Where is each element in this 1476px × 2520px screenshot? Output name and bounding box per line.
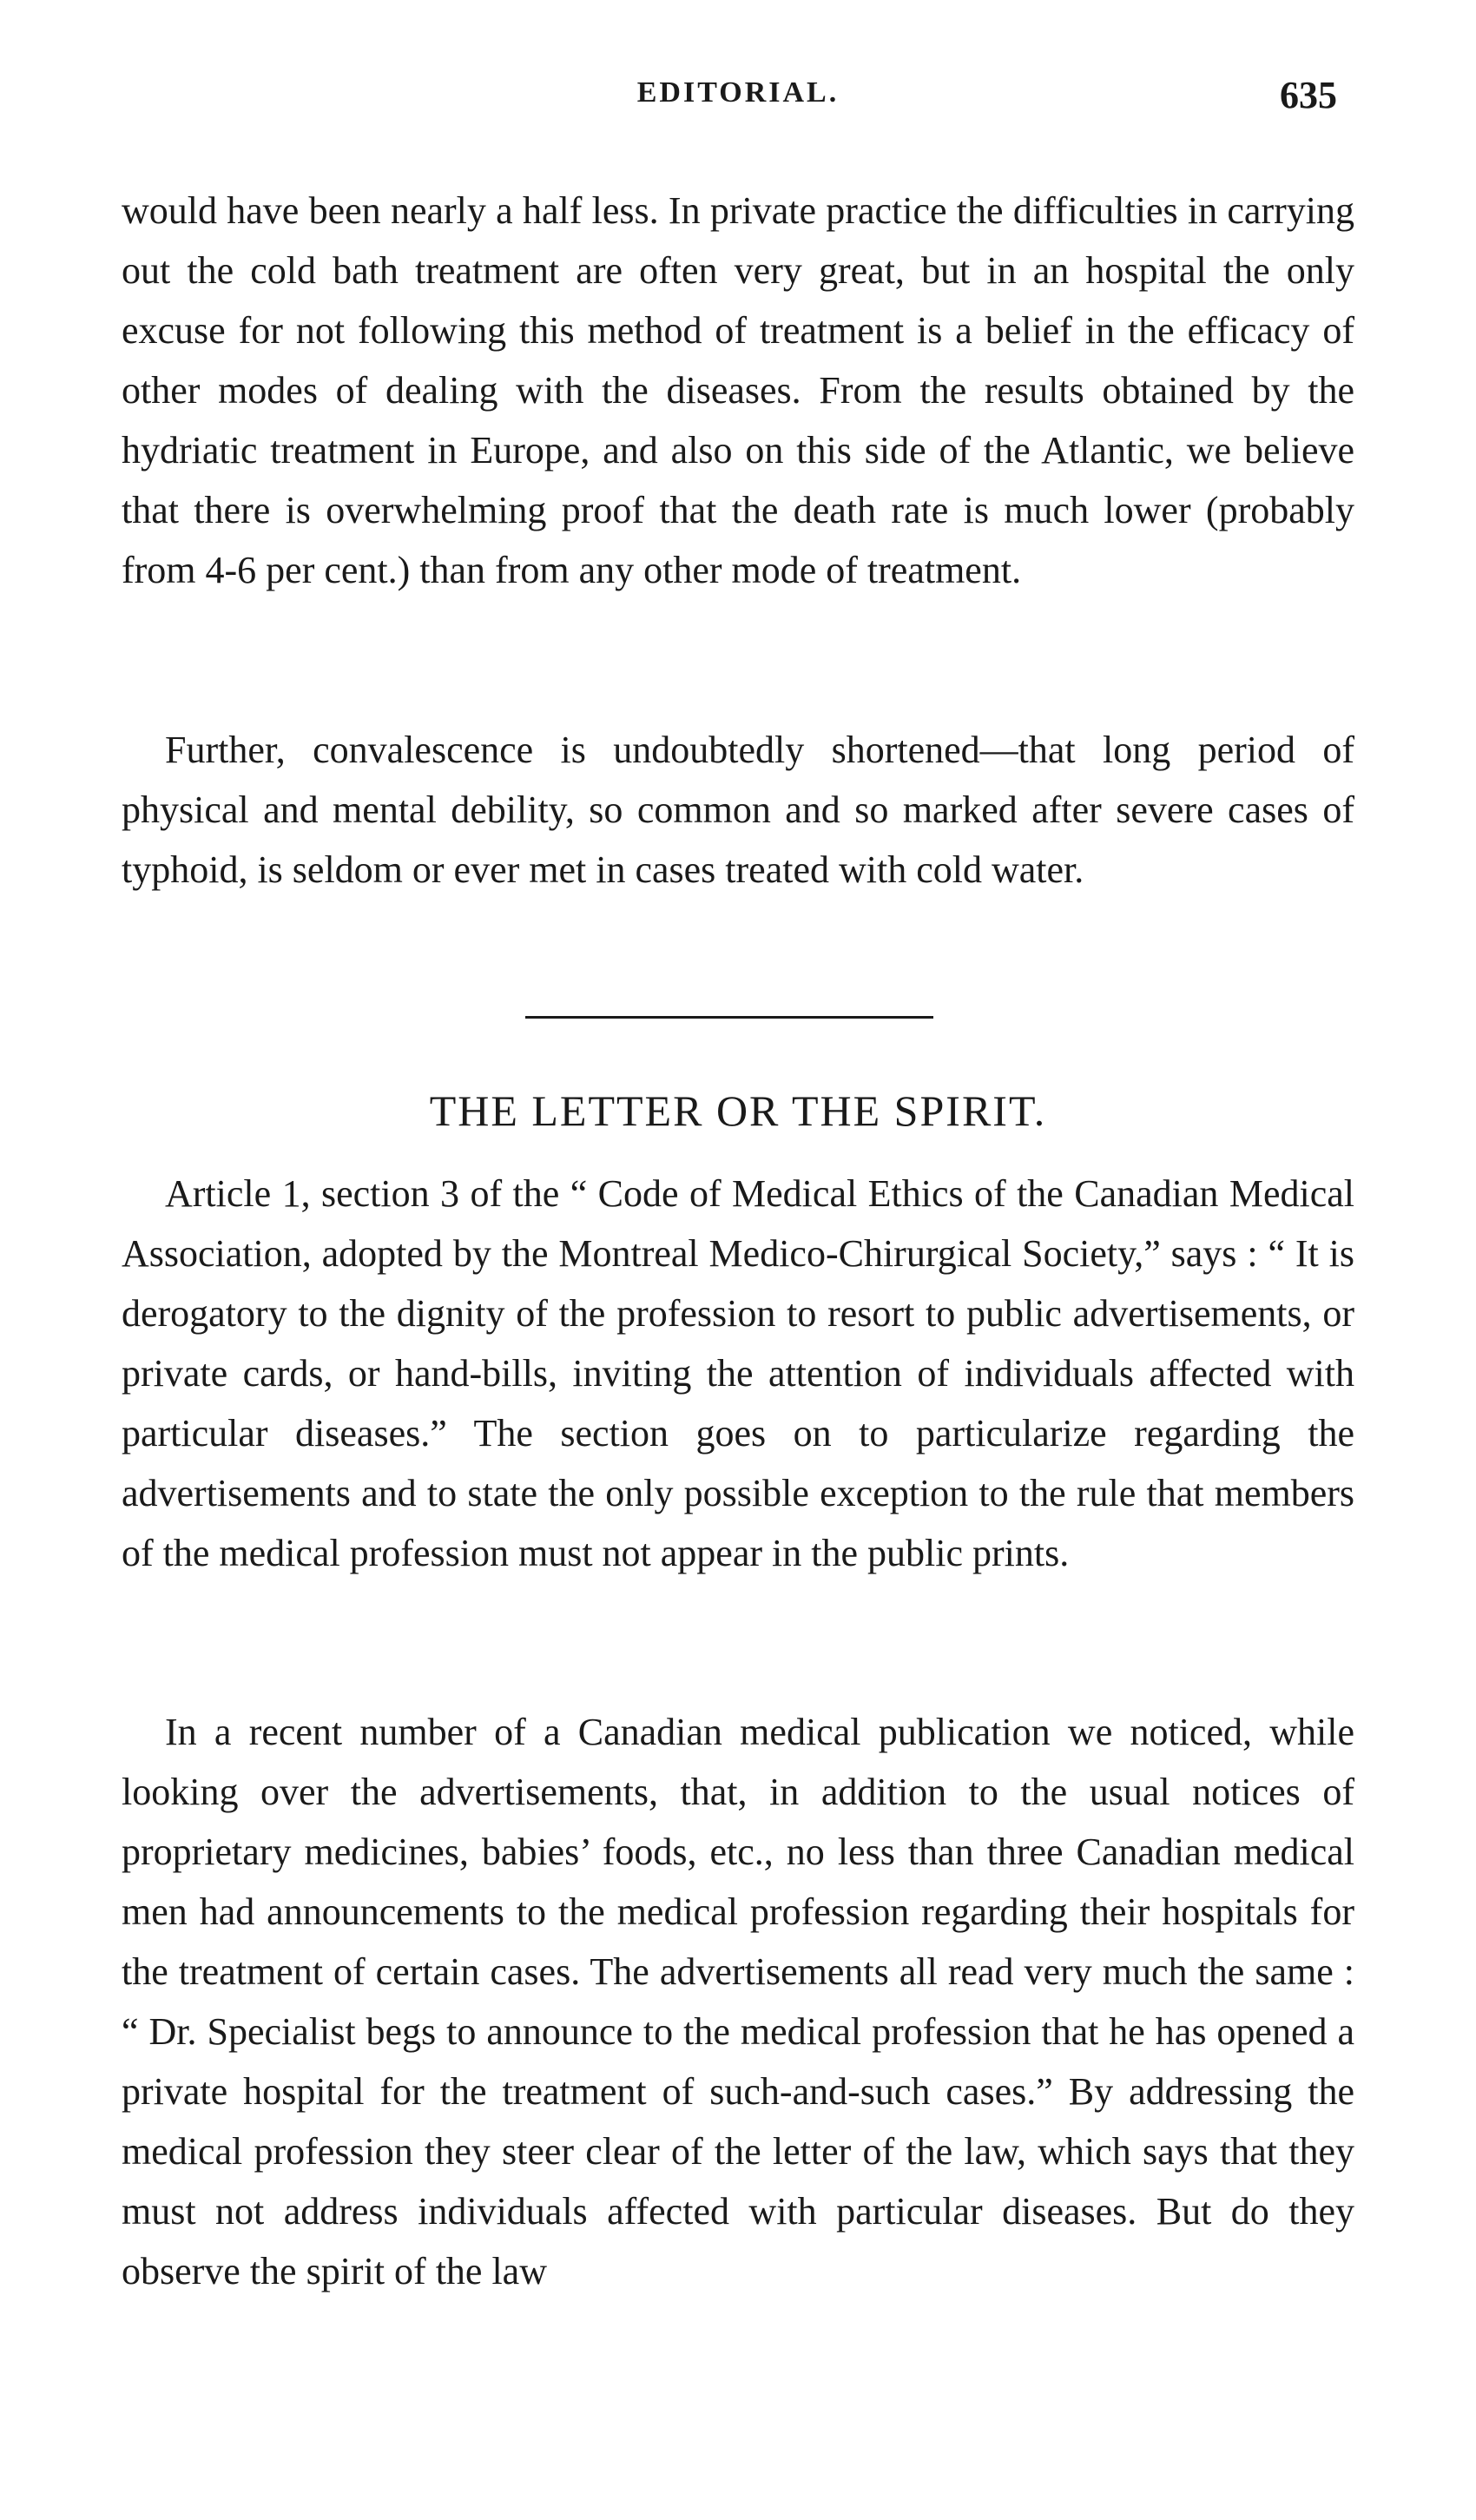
section-title: THE LETTER OR THE SPIRIT. [429,1086,1047,1135]
paragraph-advertisements: In a recent number of a Canadian medical publication we noticed, while looking over the advertisements, that, in addition to the usual notices of proprietary medicines, babies’ foods, etc., no less than three Canadian medical men had announcements to the medical profession regarding their hospitals for the treatment of certain cases. The advertisements all read very much the same : “ Dr. Specialist begs to announce to the medical profession that he has opened a private hospital for the treatment of such-and-such cases.” By addressing the medical profession they steer clear of the letter of the law, which says that they must not address individuals affected with particular diseases. But do they observe the spirit of the law [122,1711,1354,2292]
paragraph-code-of-ethics: Article 1, section 3 of the “ Code of Medical Ethics of the Canadian Medical Association, adopted by the Montreal Medico-Chirurgical Society,” says : “ It is derogatory to the dignity of the profession to resort to public advertisements, or private cards, or hand-bills, inviting the attention of individuals affected with particular diseases.” The section goes on to particularize regarding the advertisements and to state the only possible exception to the rule that members of the medical profession must not appear in the public prints. [122,1172,1354,1574]
running-title: EDITORIAL. [636,76,840,109]
paragraph-cold-bath: would have been nearly a half less. In private practice the difficulties in carrying out the cold bath treatment are often very great, but in an hospital the only excuse for not following this method of treatment is a belief in the efficacy of other modes of dealing with the diseases. From the results obtained by the hydriatic treatment in Europe, and also on this side of the Atlantic, we believe that there is overwhelming proof that the death rate is much lower (probably from 4-6 per cent.) than from any other mode of treatment. [122,189,1354,591]
section-divider [525,1016,933,1019]
running-head [122,76,1354,129]
paragraph-convalescence: Further, convalescence is undoubtedly shortened—that long period of physical and mental debility, so common and so marked after severe cases of typhoid, is seldom or ever met in cases treated with cold water. [122,729,1354,891]
page-number: 635 [1280,74,1337,116]
